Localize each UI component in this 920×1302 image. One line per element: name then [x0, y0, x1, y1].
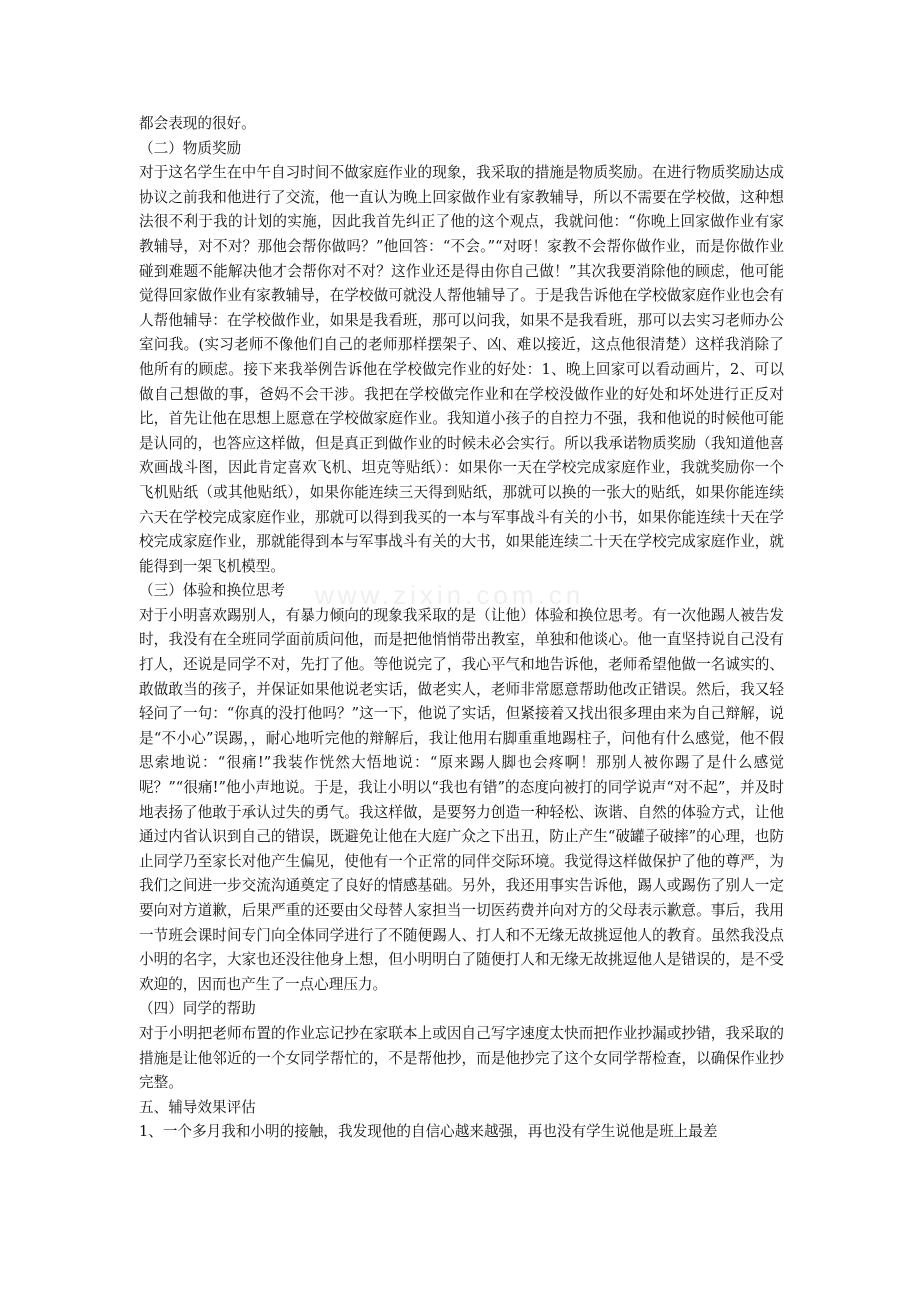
- section-4-heading: （四）同学的帮助: [139, 1000, 256, 1018]
- section-5-body: 1、一个多月我和小明的接触，我发现他的自信心越来越强，再也没有学生说他是班上最差: [139, 1123, 718, 1141]
- section-5-heading: 五、辅导效果评估: [139, 1098, 256, 1116]
- section-2-heading: （二）物质奖励: [139, 139, 242, 157]
- section-3-heading: （三）体验和换位思考: [139, 582, 285, 600]
- document-page: [139, 112, 784, 1145]
- section-2-body: 对于这名学生在中午自习时间不做家庭作业的现象，我采取的措施是物质奖励。在进行物质奖励达成协议之前我和他进行了交流，他一直认为晚上回家做作业有家教辅导，所以不需要在学校做，这种想法很不利于我的计划的实施，因此我首先纠正了他的这个观点，我就问他：“你晚上回家做作业有家教辅导，对不对？那他会帮你做吗？”他回答：“不会。”“对呀！家教不会帮你做作业，而是你做作业碰到难题不能解决他才会帮你对不对？这作业还是得由你自己做！”其次我要消除他的顾虑，他可能觉得回家做作业有家教辅导，在学校做可就没人帮他辅导了。于是我告诉他在学校做家庭作业也会有人帮他辅导：在学校做作业，如果是我看班，那可以问我，如果不是我看班，那可以去实习老师办公室问我。(实习老师不像他们自己的老师那样摆架子、凶、难以接近，这点他很清楚）这样我消除了他所有的顾虑。接下来我举例告诉他在学校做完作业的好处：1、晚上回家可以看动画片，2、可以做自己想做的事，爸妈不会干涉。我把在学校做完作业和在学校没做作业的好处和坏处进行正反对比，首先让他在思想上愿意在学校做家庭作业。我知道小孩子的自控力不强，我和他说的时候他可能是认同的，也答应这样做，但是真正到做作业的时候未必会实行。所以我承诺物质奖励（我知道他喜欢画战斗图，因此肯定喜欢飞机、坦克等贴纸）：如果你一天在学校完成家庭作业，我就奖励你一个飞机贴纸（或其他贴纸），如果你能连续三天得到贴纸，那就可以换的一张大的贴纸，如果你能连续六天在学校完成家庭作业，那就可以得到我买的一本与军事战斗有关的小书，如果你能连续十天在学校完成家庭作业，那就能得到本与军事战斗有关的大书，如果能连续二十天在学校完成家庭作业，就能得到一架飞机模型。: [139, 164, 784, 575]
- opening-line: 都会表现的很好。: [139, 115, 256, 132]
- section-3-body: 对于小明喜欢踢别人，有暴力倾向的现象我采取的是（让他）体验和换位思考。有一次他踢人被告发时，我没有在全班同学面前质问他，而是把他悄悄带出教室，单独和他谈心。他一直坚持说自己没有打人，还说是同学不对，先打了他。等他说完了，我心平气和地告诉他，老师希望他做一名诚实的、敢做敢当的孩子，并保证如果他说老实话，做老实人，老师非常愿意帮助他改正错误。然后，我又轻轻问了一句：“你真的没打他吗？”这一下，他说了实话，但紧接着又找出很多理由来为自己辩解，说是“不小心”误踢，，耐心地听完他的辩解后，我让他用右脚重重地踢柱子，问他有什么感觉，他不假思索地说：“很痛!”我装作恍然大悟地说：“原来踢人脚也会疼啊！那别人被你踢了是什么感觉呢？”“很痛!”他小声地说。于是，我让小明以“我也有错”的态度向被打的同学说声“对不起”，并及时地表扬了他敢于承认过失的勇气。我这样做，是要努力创造一种轻松、诙谐、自然的体验方式，让他通过内省认识到自己的错误，既避免让他在大庭广众之下出丑，防止产生“破罐子破摔”的心理，也防止同学乃至家长对他产生偏见，使他有一个正常的同伴交际环境。我觉得这样做保护了他的尊严，为我们之间进一步交流沟通奠定了良好的情感基础。另外，我还用事实告诉他，踢人或踢伤了别人一定要向对方道歉，后果严重的还要由父母替人家担当一切医药费并向对方的父母表示歉意。事后，我用一节班会课时间专门向全体同学进行了不随便踢人、打人和不无缘无故挑逗他人的教育。虽然我没点小明的名字，大家也还没往他身上想，但小明明白了随便打人和无缘无故挑逗他人是错误的，是不受欢迎的，因而也产生了一点心理压力。: [139, 606, 784, 993]
- watermark: www.zixin.com.cn: [315, 580, 585, 610]
- section-4-body: 对于小明把老师布置的作业忘记抄在家联本上或因自己写字速度太快而把作业抄漏或抄错，我采取的措施是让他邻近的一个女同学帮忙的，不是帮他抄，而是他抄完了这个女同学帮检查，以确保作业抄完整。: [139, 1024, 784, 1092]
